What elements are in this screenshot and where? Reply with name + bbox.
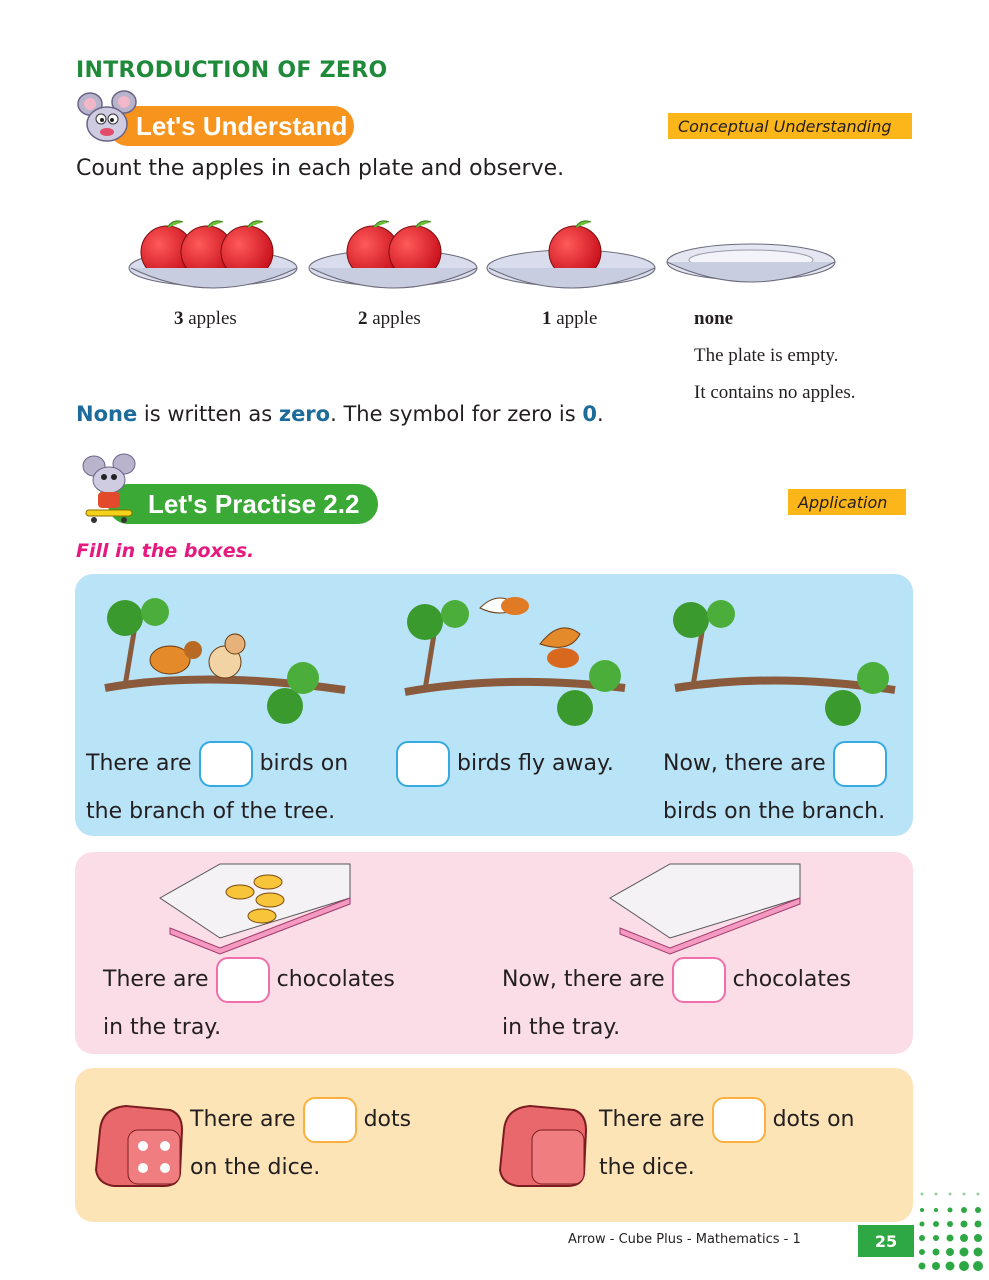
branch-scene-3 — [673, 600, 895, 726]
footer-title: Arrow - Cube Plus - Mathematics - 1 — [568, 1232, 801, 1247]
choc-row-2b: in the tray. — [502, 1015, 621, 1040]
instruction-text: Count the apples in each plate and observe. — [76, 156, 565, 181]
birds-row-3b: birds on the branch. — [663, 799, 886, 824]
mouse-skateboard-icon — [80, 452, 140, 524]
mouse-mascot-icon — [76, 88, 140, 148]
plate-label-3: 1 apple — [542, 308, 598, 329]
dice-blank-icon — [494, 1100, 590, 1190]
birds-row-3: Now, there are — [663, 740, 887, 788]
section-heading: INTRODUCTION OF ZERO — [76, 58, 388, 83]
birds-row-2: birds fly away. — [396, 740, 614, 788]
trays-illustration — [150, 858, 870, 958]
answer-box-birds-now[interactable] — [833, 741, 887, 787]
plate-two-apples — [309, 221, 477, 288]
dice-row-1b: on the dice. — [190, 1155, 321, 1180]
answer-box-dice-blank[interactable] — [712, 1097, 766, 1143]
plate-label-1: 3 apples — [174, 308, 237, 329]
choc-row-1b: in the tray. — [103, 1015, 222, 1040]
answer-box-birds-fly-away[interactable] — [396, 741, 450, 787]
fill-instruction: Fill in the boxes. — [76, 540, 255, 562]
conceptual-understanding-tag: Conceptual Understanding — [668, 113, 912, 139]
lets-practise-label: Let's Practise 2.2 — [148, 488, 360, 519]
answer-box-birds-on-branch[interactable] — [199, 741, 253, 787]
plate-three-apples — [129, 221, 297, 288]
branch-scene-2 — [405, 597, 625, 726]
plate-label-2: 2 apples — [358, 308, 421, 329]
zero-sentence: None is written as zero. The symbol for zero is 0. — [76, 402, 604, 426]
lets-understand-label: Let's Understand — [136, 110, 348, 141]
choc-row-2: Now, there are chocolates — [502, 956, 851, 1004]
application-tag: Application — [788, 489, 906, 515]
plate-one-apple — [487, 221, 655, 288]
empty-note-line2: It contains no apples. — [694, 382, 856, 403]
branch-scene-1 — [105, 598, 345, 724]
birds-row-1: There are birds on — [86, 740, 348, 788]
answer-box-chocolates-tray[interactable] — [216, 957, 270, 1003]
lets-understand-banner — [108, 106, 354, 146]
tray-with-chocolates — [160, 864, 350, 954]
page-number: 25 — [858, 1225, 914, 1257]
dice-four-dots-icon — [90, 1100, 186, 1190]
choc-row-1: There are chocolates — [103, 956, 395, 1004]
birds-illustration — [85, 578, 905, 738]
plate-label-4: none — [694, 308, 734, 329]
lets-practise-banner — [108, 484, 378, 524]
decorative-dots — [912, 1180, 989, 1280]
answer-box-chocolates-now[interactable] — [672, 957, 726, 1003]
answer-box-dice-dots[interactable] — [303, 1097, 357, 1143]
birds-row-1b: the branch of the tree. — [86, 799, 336, 824]
plate-empty — [667, 244, 835, 282]
dice-row-2b: the dice. — [599, 1155, 695, 1180]
dice-row-2: There are dots on — [599, 1096, 855, 1144]
dice-row-1: There are dots — [190, 1096, 411, 1144]
empty-tray — [610, 864, 800, 954]
apple-plates-illustration — [125, 210, 845, 310]
empty-note-line1: The plate is empty. — [694, 345, 839, 366]
